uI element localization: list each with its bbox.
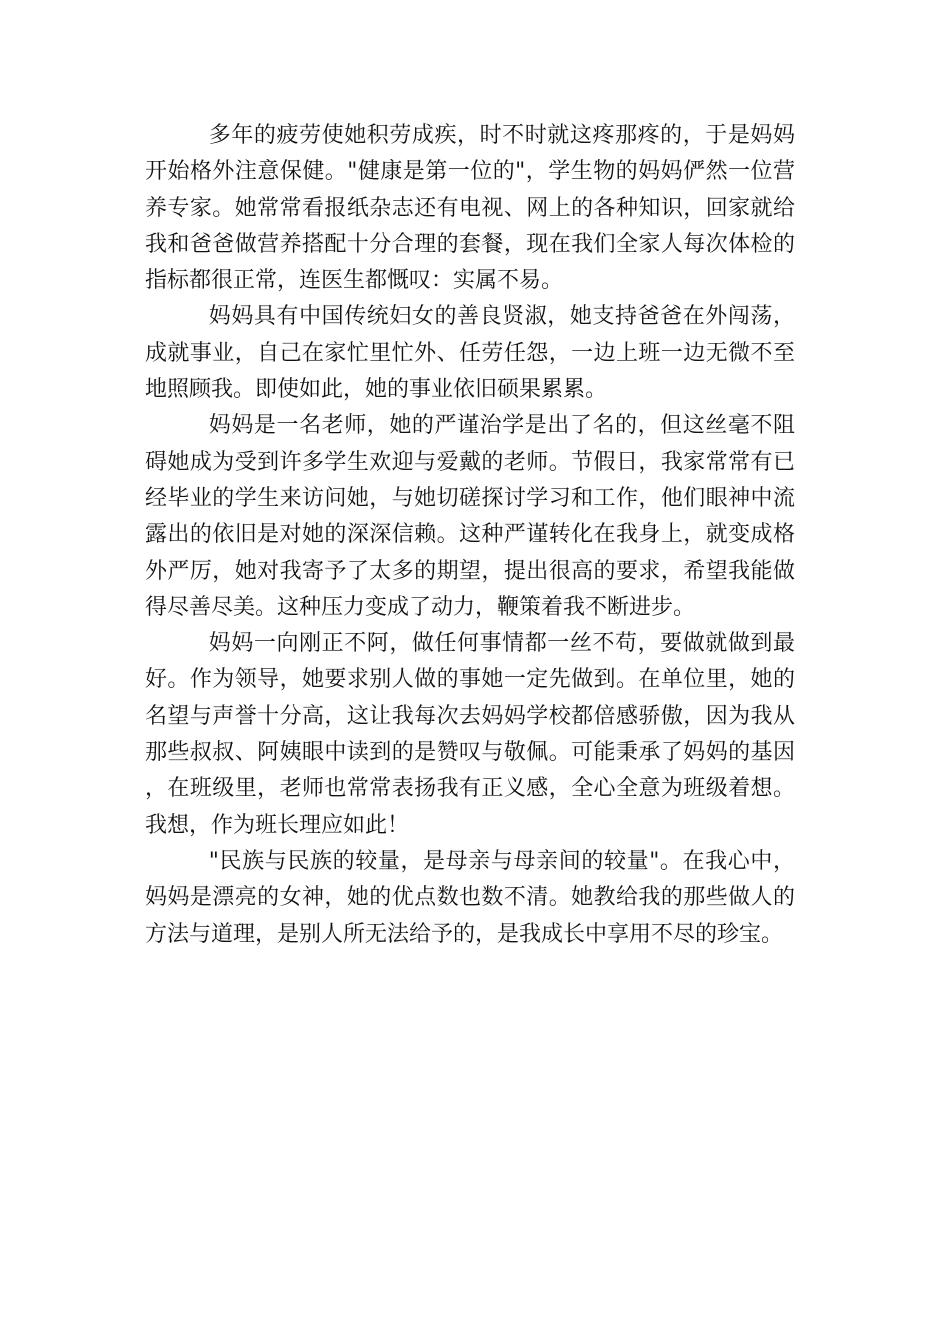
paragraph-4: 妈妈一向刚正不阿，做任何事情都一丝不苟，要做就做到最好。作为领导，她要求别人做的事她一定先做到。在单位里，她的名望与声誉十分高，这让我每次去妈妈学校都倍感骄傲，因为我从那些叔叔、阿姨眼中读到的是赞叹与敬佩。可能秉承了妈妈的基因，在班级里，老师也常常表扬我有正义感，全心全意为班级着想。我想，作为班长理应如此！ <box>145 631 795 838</box>
paragraph-5: "民族与民族的较量，是母亲与母亲间的较量"。在我心中，妈妈是漂亮的女神，她的优点数也数不清。她教给我的那些做人的方法与道理，是别人所无法给予的，是我成长中享用不尽的珍宝。 <box>145 848 795 947</box>
essay-body <box>145 118 795 953</box>
paragraph-2: 妈妈具有中国传统妇女的善良贤淑，她支持爸爸在外闯荡，成就事业，自己在家忙里忙外、任劳任怨，一边上班一边无微不至地照顾我。即使如此，她的事业依旧硕果累累。 <box>145 304 795 403</box>
paragraph-3: 妈妈是一名老师，她的严谨治学是出了名的，但这丝毫不阻碍她成为受到许多学生欢迎与爱戴的老师。节假日，我家常常有已经毕业的学生来访问她，与她切磋探讨学习和工作，他们眼神中流露出的依旧是对她的深深信赖。这种严谨转化在我身上，就变成格外严厉，她对我寄予了太多的期望，提出很高的要求，希望我能做得尽善尽美。这种压力变成了动力，鞭策着我不断进步。 <box>145 413 795 620</box>
paragraph-1: 多年的疲劳使她积劳成疾，时不时就这疼那疼的，于是妈妈开始格外注意保健。"健康是第一位的"，学生物的妈妈俨然一位营养专家。她常常看报纸杂志还有电视、网上的各种知识，回家就给我和爸爸做营养搭配十分合理的套餐，现在我们全家人每次体检的指标都很正常，连医生都慨叹：实属不易。 <box>145 123 795 294</box>
